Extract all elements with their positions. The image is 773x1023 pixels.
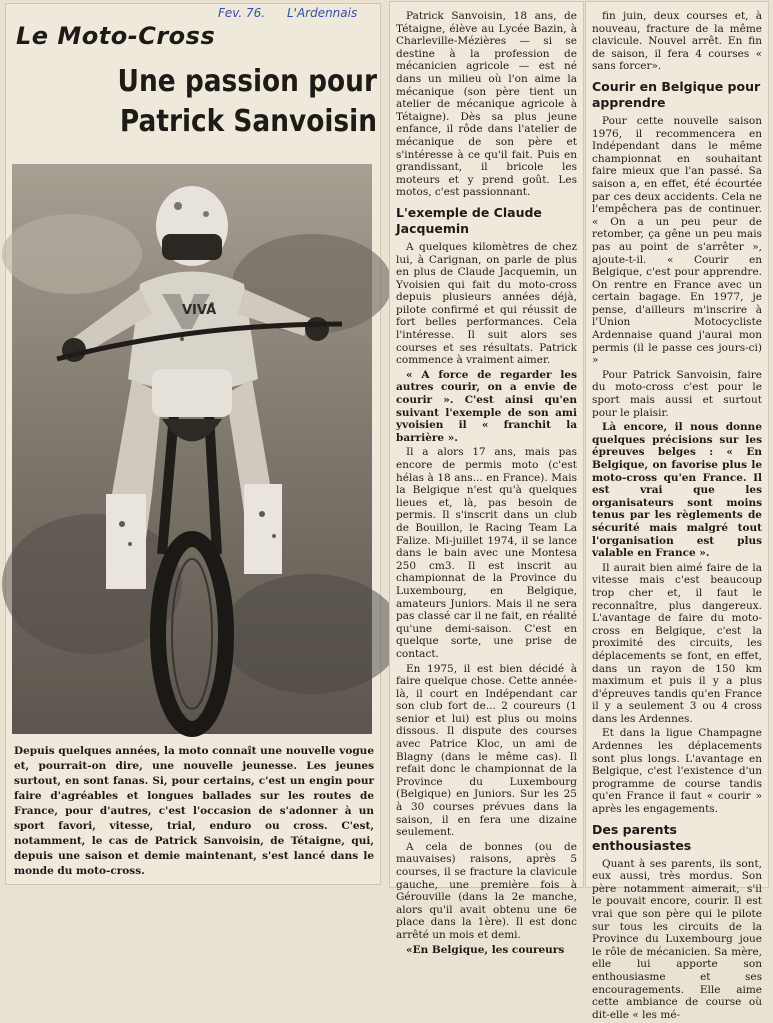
- paragraph: A quelques kilomètres de chez lui, à Carignan, on parle de plus en plus de Claude Jacquemin, un Yvoisien qui fait du moto-cross depuis plusieurs années déjà, pilote confirmé et qui réussit de fort belles performances. Cela l'intéresse. Il suit alors ses courses et ses résultats. Patrick commence à vraiment aimer.: [396, 240, 577, 367]
- paragraph: A cela de bonnes (ou de mauvaises) raisons, après 5 courses, il se fracture la clavicule gauche, une première fois à Gérouville (dans la 2e manche, alors qu'il avait obtenu une 6e place dans la 1ère). Il est donc arrêté un mois et demi.: [396, 840, 577, 941]
- quote-paragraph: Là encore, il nous donne quelques précisions sur les épreuves belges : « En Belgique, on favorise plus le moto-cross qu'en France. Il est vrai que les organisateurs sont moins tenus par les règlements de sécurité mais malgré tout l'organisation est plus valable en France ».: [592, 421, 762, 560]
- quote-paragraph: «En Belgique, les coureurs: [406, 943, 565, 956]
- handwritten-note: [218, 6, 375, 20]
- paragraph: Il aurait bien aimé faire de la vitesse mais c'est beaucoup trop cher et, il faut le reconnaître, plus dangereux. L'avantage de faire du moto-cross en Belgique, c'est la proximité des circuits, les déplacements se font, en effet, dans un rayon de 150 km maximum et puis il y a plus d'épreuves tandis qu'en France il y a seulement 3 ou 4 cross dans les Ardennes.: [592, 561, 762, 725]
- headline-line-2: Patrick Sanvoisin: [119, 104, 378, 139]
- article-clipping-left: [6, 4, 380, 884]
- headline: [82, 62, 377, 142]
- paragraph: Il a alors 17 ans, mais pas encore de permis moto (c'est hélas à 18 ans... en France). Mais la Belgique n'est qu'à quelques lieues et, là, pas besoin de permis. Il s'inscrit dans un club de Bouillon, le Racing Team La Falize. Mi-juillet 1974, il se lance dans le bain avec une Montesa 250 cm3. Il est inscrit au championnat de la Province du Luxembourg, en Belgique, amateurs Juniors. Mais il ne sera pas classé car il ne fait, en réalité qu'une demi-saison. C'est en quelque sorte, une prise de contact.: [396, 446, 577, 660]
- quote-paragraph: « A force de regarder les autres courir, on a envie de courir ». C'est ainsi qu'en suivant l'exemple de son ami yvoisien il « franchit la barrière ».: [396, 368, 577, 444]
- subheading: Des parents enthousiastes: [592, 821, 692, 853]
- section-kicker: Le Moto-Cross: [16, 22, 216, 50]
- paragraph: Pour cette nouvelle saison 1976, il recommencera en Indépendant dans le même championnat en souhaitant faire mieux que l'an passé. Sa saison a, en effet, été écourtée par ces deux accidents. Cela ne l'empêchera pas de continuer. « On a un peu peur de retomber, ça gêne un peu mais pas au point de s'arrêter », ajoute-t-il. « Courir en Belgique, c'est pour apprendre. On rentre en France avec un certain bagage. En 1977, je pense, d'ailleurs m'inscrire à l'Union Motocycliste Ardennaise quand j'aurai mon permis (il le passe ces jours-ci) »: [592, 114, 762, 367]
- subheading: Courir en Belgique pour apprendre: [592, 78, 761, 110]
- paragraph: Quant à ses parents, ils sont, eux aussi, très mordus. Son père notamment aimerait, s'il le pouvait encore, courir. Il est vrai que son père qui le pilote sur tous les circuits de la Province du Luxembourg joue le rôle de mécanicien. Sa mère, elle lui apporte son enthousiasme et ses encouragements. Elle aime cette ambiance de course où dit-elle « les mé-: [592, 857, 762, 1021]
- headline-line-1: Une passion pour: [117, 64, 377, 99]
- handwritten-date: Fev. 76.: [218, 6, 266, 20]
- middle-column-text: [396, 10, 577, 958]
- lead-paragraph: Depuis quelques années, la moto connaît une nouvelle vogue et, pourrait-on dire, une nouvelle jeunesse. Les jeunes surtout, en sont fanas. Si, pour certains, c'est un engin pour faire d'agréables et longues ballades sur les routes de France, pour d'autres, c'est l'occasion de s'adonner à un sport favori, vitesse, trial, enduro ou cross. C'est, notamment, le cas de Patrick Sanvoisin, de Tétaigne, qui, depuis une saison et demie maintenant, s'est lancé dans le monde du moto-cross.: [14, 745, 374, 877]
- right-column-text: [592, 10, 762, 1023]
- paragraph: Pour Patrick Sanvoisin, faire du moto-cross c'est pour le sport mais aussi et surtout pour le plaisir.: [592, 368, 762, 419]
- paragraph: Patrick Sanvoisin, 18 ans, de Tétaigne, élève au Lycée Bazin, à Charleville-Mézières — si se destine à la profession de mécanicien agricole — est né dans un milieu où l'on aime la mécanique (son père tient un atelier de mécanique agricole à Tétaigne). Dès sa plus jeune enfance, il rôde dans l'atelier de mécanique de son père et s'intéresse à ce qu'il fait. Puis en grandissant, il bricole les moteurs et y prend goût. Les motos, c'est passionnant.: [396, 10, 577, 199]
- paragraph: En 1975, il est bien décidé à faire quelque chose. Cette année-là, il court en Indépendant car son club fort de... 2 coureurs (1 senior et lui) est plus ou moins dissous. Il dispute des courses avec Patrice Kloc, un ami de Blagny (dans le même cas). Il refait donc le championnat de la Province du Luxembourg (Belgique) en Juniors. Sur les 25 à 30 courses prévues dans la saison, il en fera une dizaine seulement.: [396, 662, 577, 839]
- jersey-text: VIVA: [182, 303, 217, 318]
- article-column-middle: [390, 2, 583, 956]
- paragraph: Et dans la ligue Champagne Ardennes les déplacements sont plus longs. L'avantage en Belgique, c'est l'existence d'un programme de course tandis qu'en France il faut « courir » après les engagements.: [592, 727, 762, 816]
- motocross-photo: [12, 164, 372, 734]
- article-column-right: [586, 2, 768, 1021]
- motocross-photo-illustration: [12, 164, 372, 734]
- paragraph: fin juin, deux courses et, à nouveau, fracture de la même clavicule. Nouvel arrêt. En fin de saison, il fera 4 courses « sans forcer».: [592, 10, 762, 73]
- subheading: L'exemple de Claude Jacquemin: [396, 204, 542, 236]
- handwritten-source: L'Ardennais: [286, 6, 358, 20]
